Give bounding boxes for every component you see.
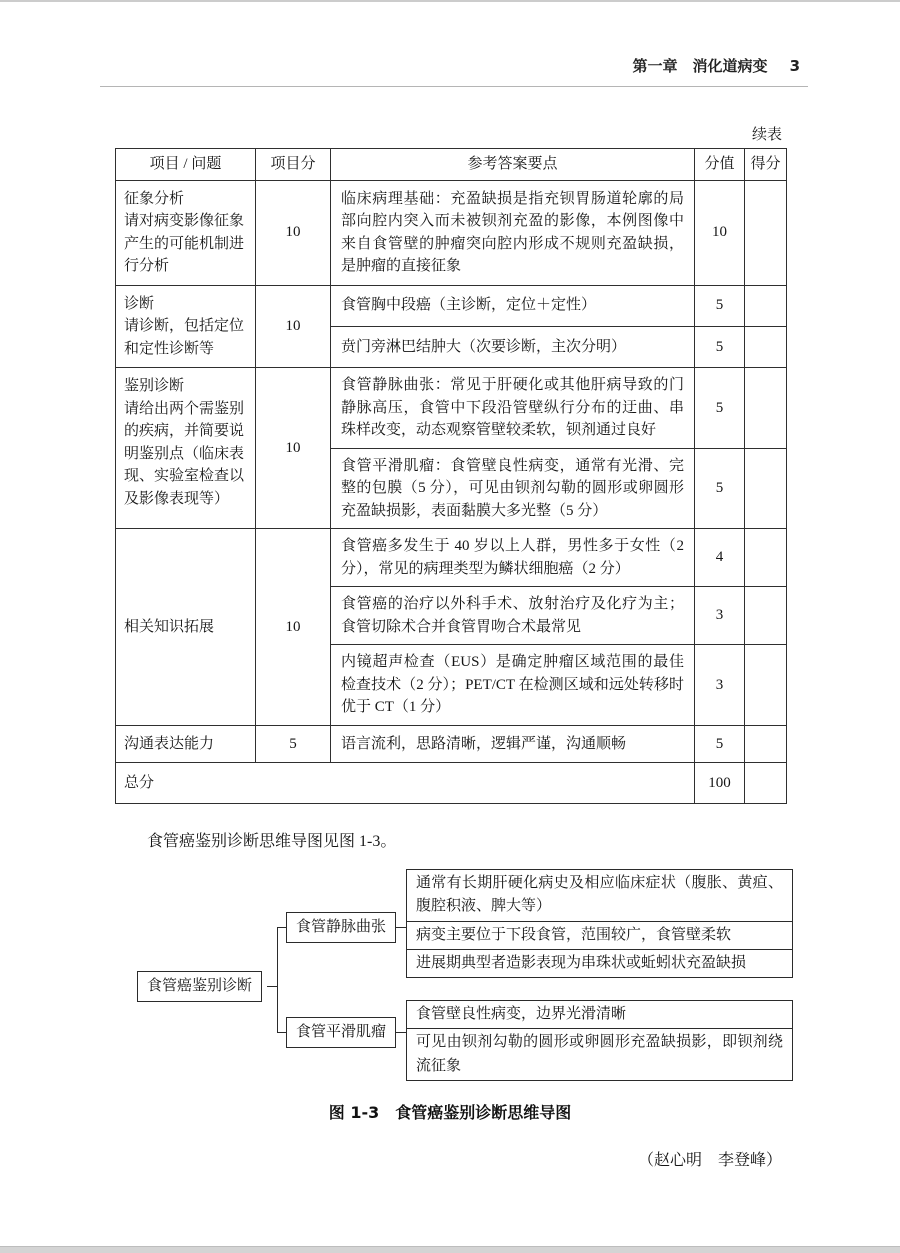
column-header-score: 得分 [745,149,787,181]
item-title: 诊断 [124,295,155,312]
column-header-answer: 参考答案要点 [331,149,695,181]
item-cell [116,368,256,529]
connector-line [267,986,277,987]
scan-edge-bottom [0,1246,900,1253]
item-cell [116,180,256,285]
points-cell: 5 [695,448,745,529]
mindmap-detail-group-varices [406,869,793,978]
answer-cell: 食管平滑肌瘤：食管壁良性病变，通常有光滑、完整的包膜（5 分），可见由钡剂勾勒的圆形或卵圆形充盈缺损影，表面黏膜大多光整（5 分） [331,448,695,529]
item-title: 鉴别诊断 [124,378,185,394]
chapter-title: 第一章 消化道病变 [632,57,768,75]
total-label: 总分 [116,763,695,804]
header-rule [100,86,808,87]
table-row [116,529,787,587]
table-row [116,180,787,285]
score-cell-blank [745,180,787,285]
mindmap-detail: 通常有长期肝硬化病史及相应临床症状（腹胀、黄疸、腹腔积液、脾大等） [406,869,793,922]
points-cell: 4 [695,529,745,587]
score-cell-blank [745,645,787,726]
points-cell: 5 [695,285,745,326]
score-cell-blank [745,725,787,763]
mindmap-detail-group-leiomyoma [406,1000,793,1081]
answer-cell: 语言流利，思路清晰，逻辑严谨，沟通顺畅 [331,725,695,763]
mindmap-detail: 进展期典型者造影表现为串珠状或蚯蚓状充盈缺损 [406,949,793,978]
scan-edge-top [0,0,900,2]
points-cell: 5 [695,725,745,763]
figure-reference-paragraph: 食管癌鉴别诊断思维导图见图 1-3。 [147,833,397,850]
item-cell [116,725,256,763]
connector-line [277,927,278,1033]
answer-cell: 临床病理基础：充盈缺损是指充钡胃肠道轮廓的局部向腔内突入而未被钡剂充盈的影像，本例图像中来自食管壁的肿瘤突向腔内形成不规则充盈缺损，是肿瘤的直接征象 [331,180,695,285]
table-row [116,368,787,449]
score-cell-blank [745,763,787,804]
answer-cell: 贲门旁淋巴结肿大（次要诊断，主次分明） [331,326,695,367]
connector-line [277,1032,286,1033]
mindmap-root-node: 食管癌鉴别诊断 [137,971,262,1002]
score-cell-blank [745,368,787,449]
running-header [100,0,800,76]
table-header-row [116,149,787,181]
item-desc: 请对病变影像征象产生的可能机制进行分析 [124,213,245,274]
table-row [116,725,787,763]
item-title: 相关知识拓展 [124,618,215,635]
total-row [116,763,787,804]
mindmap-figure [0,866,900,1088]
mindmap-detail: 食管壁良性病变，边界光滑清晰 [406,1000,793,1029]
score-cell-blank [745,326,787,367]
points-cell: 5 [695,368,745,449]
item-score-cell: 10 [256,368,331,529]
item-score-cell: 5 [256,725,331,763]
mindmap-branch-leiomyoma: 食管平滑肌瘤 [286,1017,396,1048]
score-cell-blank [745,448,787,529]
mindmap-detail: 可见由钡剂勾勒的圆形或卵圆形充盈缺损影，即钡剂绕流征象 [406,1028,793,1081]
column-header-item: 项目 / 问题 [116,149,256,181]
points-cell: 10 [695,180,745,285]
item-title: 沟通表达能力 [124,735,215,752]
answer-cell: 食管癌多发生于 40 岁以上人群，男性多于女性（2 分），常见的病理类型为鳞状细胞癌（2 分） [331,529,695,587]
score-cell-blank [745,529,787,587]
answer-cell: 内镜超声检查（EUS）是确定肿瘤区域范围的最佳检查技术（2 分）；PET/CT 在检测区域和远处转移时优于 CT（1 分） [331,645,695,726]
item-desc: 请诊断，包括定位和定性诊断等 [124,318,245,357]
mindmap-detail: 病变主要位于下段食管，范围较广，食管壁柔软 [406,921,793,950]
score-cell-blank [745,587,787,645]
column-header-points: 分值 [695,149,745,181]
points-cell: 3 [695,645,745,726]
total-score: 100 [695,763,745,804]
continued-table-label: 续表 [751,127,782,143]
table-row [116,285,787,326]
points-cell: 3 [695,587,745,645]
item-score-cell: 10 [256,529,331,726]
mindmap-branch-varices: 食管静脉曲张 [286,912,396,943]
item-title: 征象分析 [124,190,185,207]
item-score-cell: 10 [256,285,331,368]
answer-cell: 食管癌的治疗以外科手术、放射治疗及化疗为主；食管切除术合并食管胃吻合术最常见 [331,587,695,645]
points-cell: 5 [695,326,745,367]
item-cell [116,529,256,726]
answer-cell: 食管胸中段癌（主诊断，定位＋定性） [331,285,695,326]
figure-caption: 图 1-3 食管癌鉴别诊断思维导图 [328,1103,572,1122]
answer-cell: 食管静脉曲张：常见于肝硬化或其他肝病导致的门静脉高压，食管中下段沿管壁纵行分布的迂曲、串珠样改变，动态观察管壁较柔软，钡剂通过良好 [331,368,695,449]
connector-line [277,927,286,928]
score-cell-blank [745,285,787,326]
column-header-item-score: 项目分 [256,149,331,181]
item-cell [116,285,256,368]
item-desc: 请给出两个需鉴别的疾病，并简要说明鉴别点（临床表现、实验室检查以及影像表现等） [124,400,245,507]
item-score-cell: 10 [256,180,331,285]
authors: （赵心明 李登峰） [637,1152,782,1169]
scoring-rubric-table [115,148,787,804]
page-number: 3 [789,57,800,75]
